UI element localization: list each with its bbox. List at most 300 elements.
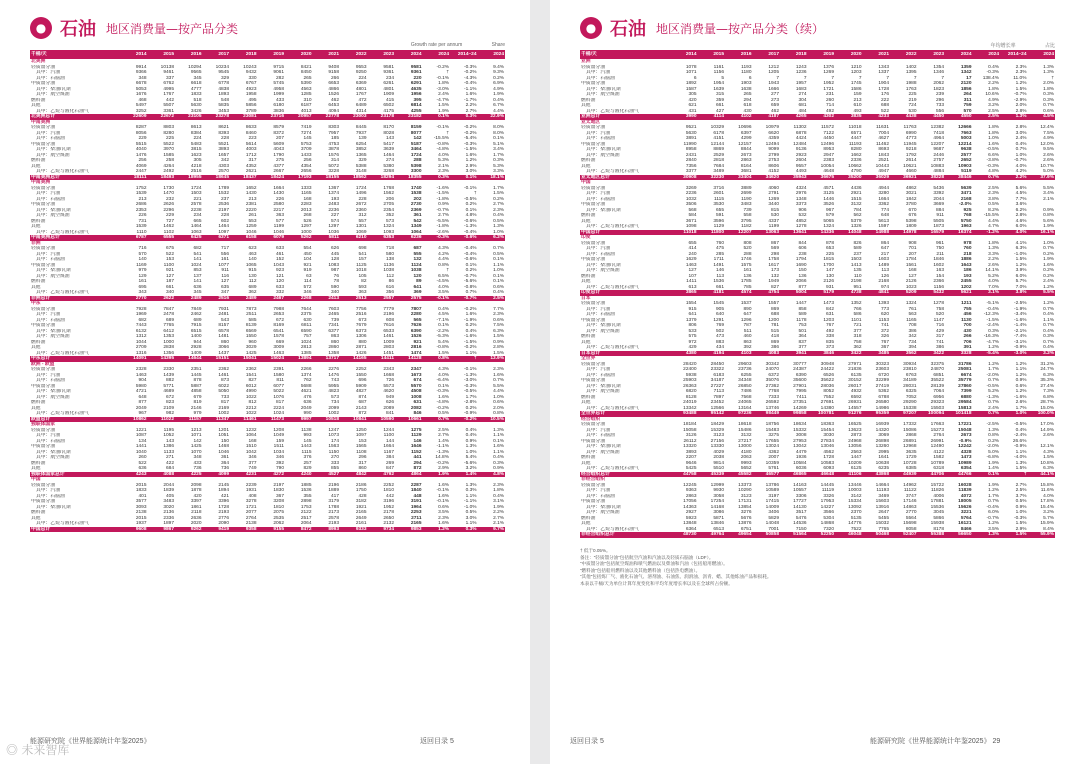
table-cell: 5764 [960, 515, 972, 521]
table-cell: 1.7% [988, 493, 999, 499]
table-cell: 3469 [878, 493, 889, 499]
table-cell: 574 [330, 218, 339, 224]
table-cell: 1526 [328, 92, 339, 97]
table-cell: 其中：石脑油 [36, 438, 65, 444]
table-cell: 2280 [410, 312, 422, 317]
table-cell: 1093 [383, 229, 394, 235]
table-cell: 829 [303, 466, 312, 471]
table-cell: 35522 [930, 378, 944, 383]
table-cell: 2328 [135, 367, 147, 372]
table-cell: 1664 [273, 185, 284, 191]
table-cell: 2447 [135, 169, 147, 174]
table-cell: 1278 [795, 224, 807, 229]
table-cell: 6210 [340, 235, 368, 241]
table-cell: 1886 [960, 257, 972, 262]
table-cell: 1711 [713, 257, 724, 262]
table-cell: 35622 [820, 378, 834, 383]
table-cell: 其中：石脑油 [586, 75, 615, 81]
table-cell: 8058 [905, 526, 917, 532]
table-cell: 2483 [328, 202, 339, 207]
table-cell: 其他 [31, 466, 41, 471]
table-cell: 3280 [878, 191, 889, 196]
table-cell: 56650 [945, 532, 973, 538]
table-cell: 138 [385, 257, 394, 262]
table-cell: 轻质馏分油 [31, 306, 55, 312]
table-cell: 12999 [710, 482, 724, 488]
table-cell: 565 [413, 317, 422, 323]
table-cell: 0.1% [493, 438, 504, 444]
table-cell: 392 [275, 460, 284, 466]
table-cell: 734 [330, 400, 339, 405]
table-cell: 104 [303, 257, 312, 262]
table-cell: 168 [908, 268, 917, 273]
table-cell: 2391 [273, 367, 284, 372]
table-cell: 4753 [328, 141, 339, 147]
table-cell: 23003 [340, 114, 368, 120]
table-cell: 6763 [905, 372, 917, 378]
table-cell: 31786 [958, 361, 972, 367]
table-cell: 14863 [903, 504, 917, 510]
table-cell: 8958 [685, 147, 697, 152]
table-cell: 270 [330, 455, 339, 460]
table-cell: 13320 [683, 444, 697, 449]
table-cell: 1022 [245, 411, 257, 416]
table-cell: 2224 [273, 405, 284, 411]
table-cell: 8280 [163, 130, 174, 136]
table-cell: 367 [880, 345, 889, 350]
table-cell: 1.2% [1015, 262, 1027, 268]
table-cell: 369 [413, 290, 422, 295]
table-cell: 1763 [905, 86, 917, 92]
table-cell: 8384 [190, 130, 202, 136]
table-cell: 33404 [725, 175, 753, 181]
table-cell: 4240 [285, 472, 313, 478]
table-cell: 2.6% [1015, 400, 1027, 405]
table-cell: 35.3% [1040, 378, 1054, 383]
table-cell: 31.2% [1040, 361, 1054, 367]
table-cell: 1539 [135, 224, 147, 229]
table-cell: 9581 [410, 64, 422, 70]
table-cell: 736 [193, 466, 202, 471]
table-cell: 1199 [273, 224, 284, 229]
table-cell: 27860 [958, 383, 972, 389]
table-cell: 1.1% [1043, 317, 1054, 323]
units-note [30, 42, 505, 50]
table-cell: 5856 [245, 103, 257, 108]
table-cell: -2.9% [1013, 97, 1027, 103]
table-cell: 1032 [685, 196, 697, 202]
table-cell: 3526 [823, 202, 834, 207]
table-cell: 0.1% [493, 136, 504, 141]
table-cell: 5022 [273, 389, 284, 394]
table-cell: 708 [908, 323, 917, 328]
table-cell: 6093 [823, 466, 834, 471]
table-cell: 11461 [230, 417, 258, 423]
table-cell: 229 [138, 136, 147, 141]
table-cell: -5.3% [436, 334, 449, 339]
table-cell: -0.4% [463, 229, 477, 235]
table-cell: 340 [165, 290, 174, 295]
table-cell: 1921 [355, 504, 367, 510]
table-cell: 880 [358, 339, 367, 345]
table-cell: 其中：汽油 [586, 130, 610, 136]
table-cell: 其中：汽油 [36, 488, 60, 493]
table-cell: 377 [798, 345, 807, 350]
table-cell: 7522 [850, 526, 862, 532]
table-cell: 1161 [713, 64, 724, 70]
table-cell: 570 [138, 251, 147, 257]
table-cell: 44758 [670, 472, 698, 478]
table-cell: 44706 [918, 472, 946, 478]
table-cell: 2803 [383, 345, 394, 350]
table-cell: 2650 [383, 515, 394, 521]
table-cell: 867 [770, 240, 779, 246]
table-cell: 2049 [135, 405, 147, 411]
table-cell: 3577 [135, 499, 147, 504]
table-cell: 1943 [768, 81, 779, 86]
table-cell: 5.4% [438, 339, 449, 345]
table-cell: 5388 [355, 163, 367, 169]
table-cell: -1.9% [463, 317, 477, 323]
table-cell: 13000 [738, 444, 752, 449]
table-cell: 18437 [230, 175, 258, 181]
table-cell: 530 [908, 108, 917, 114]
table-cell: 4243 [120, 472, 148, 478]
table-cell: 213 [853, 97, 862, 103]
table-cell: 0.8% [493, 411, 504, 416]
table-cell: 燃料油 [581, 515, 596, 521]
table-cell: 1958 [245, 92, 257, 97]
table-cell: 其中：石脑油 [36, 378, 65, 383]
table-cell: -0.8% [463, 284, 477, 290]
table-cell: 844 [798, 240, 807, 246]
table-cell: 0.2% [493, 196, 504, 202]
table-cell: 8844 [740, 147, 752, 152]
table-cell: 2077 [245, 510, 257, 515]
table-cell: 0.1% [423, 114, 451, 120]
table-cell: 140 [248, 257, 257, 262]
table-cell: 其他 [581, 521, 591, 526]
table-cell: 0.4% [493, 213, 504, 218]
table-cell: 4574 [725, 290, 753, 296]
table-cell: 14988 [863, 230, 891, 236]
table-cell: 608 [385, 317, 394, 323]
table-cell: 213 [248, 196, 257, 202]
table-cell: 0.3% [1043, 92, 1054, 97]
table-cell: 8157 [218, 323, 229, 328]
table-cell: 573 [385, 218, 394, 224]
table-cell: 472 [358, 97, 367, 103]
table-cell: 14128 [395, 356, 423, 362]
table-cell: 14320 [875, 427, 889, 433]
table-cell: 8052 [823, 389, 834, 394]
table-cell: 1.5% [493, 350, 504, 356]
table-cell: 2.5% [988, 108, 999, 114]
table-cell: 7 [803, 75, 807, 81]
table-cell: 9545 [218, 70, 229, 75]
table-cell: 2336 [163, 515, 174, 521]
table-cell: 268 [303, 213, 312, 218]
table-cell: 4069 [135, 163, 147, 169]
table-cell: 1402 [905, 64, 917, 70]
table-cell: 1969 [135, 312, 147, 317]
table-cell: 燃料油 [581, 273, 596, 279]
table-cell: -2.4% [1013, 433, 1027, 438]
table-cell: 749 [248, 466, 257, 471]
table-cell: 6751 [740, 526, 752, 532]
table-cell: 427 [715, 108, 724, 114]
table-cell: 23182 [395, 114, 423, 120]
table-cell: 亚太地区总计 [580, 175, 670, 181]
table-cell: 2089 [383, 405, 394, 411]
table-cell: -2.4% [986, 323, 999, 328]
table-cell: 34189 [903, 378, 917, 383]
table-cell: 9914 [135, 64, 147, 70]
table-cell: -0.1% [436, 75, 449, 81]
table-cell: 4508 [410, 389, 422, 394]
table-cell: 轻质馏分油 [581, 240, 605, 246]
table-cell: 1024 [273, 411, 284, 416]
table-cell: 305 [688, 92, 697, 97]
table-cell: 2770 [905, 510, 917, 515]
table-cell: 1008 [410, 394, 422, 400]
table-cell: 2.6% [1043, 152, 1054, 158]
table-cell: 5515 [135, 141, 147, 147]
table-cell: 223 [248, 136, 257, 141]
table-cell: 530 [770, 213, 779, 218]
table-cell: 2196 [383, 312, 394, 317]
table-cell: 4.8% [988, 169, 999, 174]
table-cell: 49654 [725, 532, 753, 538]
table-cell: 5304 [823, 515, 834, 521]
table-cell: 4029 [713, 449, 724, 455]
table-cell: 0.3% [450, 114, 478, 120]
table-cell: 1503 [190, 191, 202, 196]
table-cell: 32299 [875, 378, 889, 383]
table-cell: 226 [275, 196, 284, 202]
table-cell: 2711 [411, 515, 422, 521]
table-cell: 10638 [875, 460, 889, 466]
table-cell: 2656 [300, 169, 312, 174]
table-cell: 675 [165, 246, 174, 251]
table-cell: 1724 [355, 185, 367, 191]
table-cell: 13373 [738, 482, 752, 488]
table-cell: 4122 [933, 449, 944, 455]
table-cell: 345 [193, 290, 202, 295]
table-cell: 905 [715, 306, 724, 312]
table-cell: 2118 [191, 510, 202, 515]
table-cell: 2478 [163, 312, 174, 317]
table-cell: 26898 [875, 438, 889, 444]
table-cell: 6990 [905, 130, 917, 136]
table-cell: 15058 [683, 427, 697, 433]
table-cell: 1.2% [988, 361, 999, 367]
table-cell: 1.6% [1043, 262, 1054, 268]
table-cell: 2517 [300, 515, 312, 521]
table-cell: 5955 [328, 383, 339, 389]
table-cell: 726 [385, 378, 394, 383]
table-cell: 其中：汽油 [586, 70, 610, 75]
table-cell: 1721 [245, 504, 257, 510]
table-cell: 386 [770, 345, 779, 350]
table-cell: 1.8% [493, 488, 504, 493]
growth-note: Growth rate per annum [410, 42, 463, 48]
table-cell: 1957 [795, 81, 807, 86]
table-cell: 2266 [300, 367, 312, 372]
table-cell: 4264 [163, 163, 174, 169]
table-cell: 8372 [273, 130, 284, 136]
table-cell: 46865 [780, 472, 808, 478]
table-cell: 27419 [875, 383, 889, 389]
table-cell: 3836 [273, 108, 284, 114]
table-cell: 4094 [328, 108, 339, 114]
table-cell: -1.1% [436, 444, 449, 449]
table-cell: 0.1% [438, 383, 449, 389]
table-cell: 1510 [245, 444, 257, 449]
table-cell: 1393 [878, 301, 889, 306]
table-cell: -1.5% [986, 317, 999, 323]
table-cell: -3.0% [463, 378, 477, 383]
table-cell: 4.4% [493, 389, 504, 394]
table-cell: 11018 [848, 125, 862, 130]
table-cell: 1476 [328, 372, 339, 378]
table-cell: 6385 [905, 466, 917, 471]
table-cell: 24422 [820, 367, 834, 372]
table-cell: 1861 [190, 504, 202, 510]
table-cell: 872 [358, 411, 367, 416]
table-cell: 3.8% [988, 196, 999, 202]
table-cell: 6880 [960, 394, 972, 400]
table-cell: 4923 [245, 86, 257, 92]
table-cell: 轻质馏分油 [31, 246, 55, 251]
table-cell: 21836 [848, 367, 862, 372]
table-cell: -1.6% [463, 334, 477, 339]
table-cell: 8466 [960, 526, 972, 532]
table-cell: 273 [770, 97, 779, 103]
table-cell: 9.3% [493, 70, 504, 75]
table-cell: 6354 [960, 466, 972, 471]
table-cell: 1433 [300, 152, 312, 158]
table-cell: 633 [275, 284, 284, 290]
table-cell: 7001 [768, 526, 779, 532]
table-cell: 9814 [713, 460, 724, 466]
table-cell: 741 [880, 323, 889, 328]
table-cell: 其他 [31, 284, 41, 290]
table-cell: 2120 [960, 81, 972, 86]
table-cell: 3941 [780, 351, 808, 357]
table-cell: 473 [715, 334, 724, 339]
table-cell: 2516 [203, 296, 231, 302]
back-to-toc-link[interactable]: 返回目录 5 [570, 738, 604, 745]
table-cell: 2516 [190, 169, 202, 174]
table-cell: 7 [858, 75, 862, 81]
table-cell: 2252 [355, 367, 367, 372]
table-cell: 769 [715, 323, 724, 328]
table-cell: 1.1% [1015, 367, 1027, 372]
table-cell: 4114 [698, 114, 726, 120]
table-cell: 燃料油 [581, 394, 596, 400]
table-cell: 0.8% [1043, 213, 1054, 218]
table-cell: 10294 [188, 64, 202, 70]
table-cell: 137 [193, 273, 202, 279]
table-cell: 858 [798, 306, 807, 312]
table-cell: 1585 [163, 152, 174, 158]
table-cell: 12157 [738, 141, 752, 147]
table-cell: 1536 [300, 488, 312, 493]
table-cell: 345 [193, 75, 202, 81]
table-cell: 0.1% [493, 273, 504, 279]
table-cell: 12.0% [1040, 141, 1054, 147]
table-cell: -1.6% [1013, 317, 1027, 323]
table-cell: 1758 [768, 257, 779, 262]
table-cell: 878 [193, 378, 202, 383]
table-cell: 420 [688, 97, 697, 103]
table-cell: 734 [908, 339, 917, 345]
table-cell: 26363 [683, 383, 697, 389]
table-cell: 76 [333, 273, 339, 279]
table-cell: 0.3% [1043, 334, 1054, 339]
table-cell: 2383 [823, 158, 834, 163]
table-cell: 97236 [725, 411, 753, 417]
table-cell: 1712 [245, 152, 257, 158]
table-cell: 4218 [190, 163, 202, 169]
back-to-toc-link[interactable]: 返回目录 5 [420, 738, 454, 745]
table-cell: 3148 [355, 169, 367, 174]
table-cell: 739 [330, 317, 339, 323]
table-cell: 3835 [835, 114, 863, 120]
table-cell: -7.1% [436, 317, 449, 323]
table-cell: -3.1% [1013, 339, 1027, 345]
table-cell: 非洲总计 [30, 296, 120, 302]
table-cell: 1306 [355, 334, 367, 339]
table-cell: 1476 [135, 152, 147, 158]
table-cell: 773 [880, 306, 889, 312]
table-cell: 中质馏分油 [31, 81, 55, 86]
table-cell: 6569 [245, 328, 257, 334]
table-cell: 202 [413, 196, 422, 202]
table-cell: 526 [303, 218, 312, 224]
table-cell: 1178 [796, 317, 807, 323]
table-cell: 640 [715, 312, 724, 317]
table-cell: 4352 [245, 163, 257, 169]
table-cell: 282 [275, 75, 284, 81]
table-cell: 2360 [355, 207, 367, 213]
table-cell: 1.0% [1043, 240, 1054, 246]
table-cell: 2.7% [438, 433, 449, 438]
table-cell: 其中：汽油 [36, 130, 60, 136]
table-cell: 1129 [713, 224, 724, 229]
table-cell: 1430 [245, 191, 257, 196]
table-cell: 143 [165, 438, 174, 444]
table-cell: 20957 [285, 114, 313, 120]
table-cell: 独联体国家 [31, 422, 55, 427]
table-cell: 5050 [218, 389, 229, 394]
table-cell: 1136 [383, 262, 394, 268]
table-cell: 2529 [713, 152, 724, 158]
table-cell: 15.4% [1040, 504, 1054, 510]
table-cell: 0.1% [450, 175, 478, 181]
table-cell: 5.0% [988, 449, 999, 455]
table-cell: 1885 [300, 482, 312, 488]
table-cell: 4864 [395, 472, 423, 478]
table-cell: 154 [935, 273, 944, 279]
table-cell: 4447 [850, 136, 862, 141]
table-cell: 4.1% [1015, 240, 1027, 246]
table-cell: 265 [743, 92, 752, 97]
table-cell: 4.6% [1015, 218, 1027, 224]
table-cell: 3008 [795, 433, 807, 438]
table-cell: 15032 [875, 521, 889, 526]
